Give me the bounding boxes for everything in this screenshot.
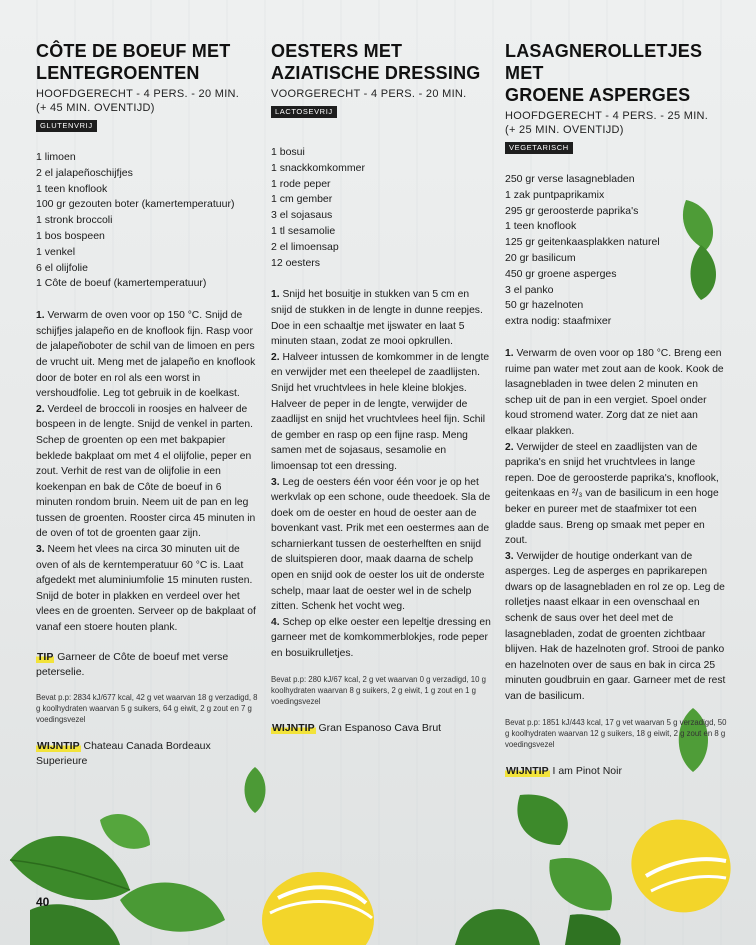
recipe-subtitle: HOOFDGERECHT - 4 PERS. - 25 MIN. (+ 25 MIN. OVENTIJD) bbox=[505, 110, 709, 136]
page-number: 40 bbox=[36, 895, 50, 909]
step: 2. Halveer intussen de komkommer in de lengte en verwijder met een theelepel de zaadlijsten. Snijd het vruchtvlees in hele kleine blokjes. Halveer de peper in de lengte, verwijder de zaadlijst en snijd het vruchtvlees heel fijn. Schil de gember en rasp op een fijne rasp. Meng samen met de sojasaus, sesamolie en limoensap tot een dressing. bbox=[271, 351, 490, 472]
step: 2. Verdeel de broccoli in roosjes en halveer de bospeen in de lengte. Snijd de venkel in parten. Schep de groenten op een met bakpapier beklede bakplaat om met 4 el olijfolie, peper en zout. Verhit de rest van de olijfolie in een koekenpan en bak de Côte de boeuf in 6 minuten rondom bruin. Neem uit de pan en leg tussen de groenten. Rooster circa 45 minuten in de oven of tot de groenten gaar zijn. bbox=[36, 403, 256, 540]
ingredient: 2 el jalapeñoschijfjes bbox=[36, 166, 133, 179]
ingredient: 20 gr basilicum bbox=[505, 251, 576, 264]
ingredient: 1 cm gember bbox=[271, 193, 333, 206]
step: 2. Verwijder de steel en zaadlijsten van de paprika's en snijd het vruchtvlees in lange repen. Doe de geroosterde paprika's, knoflook, geitenkaas en ²/₃ van de basilicum in een hoge beker en pureer met de staafmixer tot een gladde saus. Breng op smaak met peper en zout. bbox=[505, 441, 719, 547]
ingredient: 1 bosui bbox=[271, 146, 305, 158]
ingredient: 2 el limoensap bbox=[271, 240, 339, 253]
ingredient: 1 bos bospeen bbox=[36, 229, 105, 242]
basil-leaf-small-mid bbox=[238, 765, 272, 815]
diet-badge: GLUTENVRIJ bbox=[36, 120, 97, 132]
nutrition-info: Bevat p.p: 280 kJ/67 kcal, 2 g vet waarvan 0 g verzadigd, 10 g koolhydraten waarvan 8 g suikers, 2 g eiwit, 1 g zout en 1 g voedingsvezel bbox=[271, 674, 486, 706]
ingredient: 100 gr gezouten boter (kamertemperatuur) bbox=[36, 198, 235, 211]
yellow-egg-center bbox=[258, 868, 378, 945]
ingredient: 450 gr groene asperges bbox=[505, 267, 617, 280]
ingredient: 50 gr hazelnoten bbox=[505, 299, 584, 312]
nutrition-info: Bevat p.p: 2834 kJ/677 kcal, 42 g vet waarvan 18 g verzadigd, 8 g koolhydraten waarvan 5 g suikers, 64 g eiwit, 2 g zout en 7 g voedingsvezel bbox=[36, 692, 258, 724]
recipe-title: OESTERS MET AZIATISCHE DRESSING bbox=[271, 41, 481, 83]
ingredient: 250 gr verse lasagnebladen bbox=[505, 173, 635, 185]
tip: TIP Garneer de Côte de boeuf met verse peterselie. bbox=[36, 650, 229, 678]
ingredient: extra nodig: staafmixer bbox=[505, 315, 612, 328]
ingredient: 12 oesters bbox=[271, 256, 321, 269]
ingredient: 1 zak puntpaprikamix bbox=[505, 188, 605, 201]
recipe-column-3 bbox=[505, 40, 727, 779]
ingredient: 125 gr geitenkaasplakken naturel bbox=[505, 236, 660, 249]
ingredient: 295 gr geroosterde paprika's bbox=[505, 204, 639, 217]
ingredient: 1 rode peper bbox=[271, 177, 331, 190]
ingredient: 1 stronk broccoli bbox=[36, 214, 113, 227]
recipe-subtitle: VOORGERECHT - 4 PERS. - 20 MIN. bbox=[271, 88, 467, 100]
ingredient: 1 venkel bbox=[36, 245, 76, 258]
ingredient: 1 snackkomkommer bbox=[271, 161, 365, 174]
ingredient: 3 el sojasaus bbox=[271, 209, 333, 222]
ingredient: 1 Côte de boeuf (kamertemperatuur) bbox=[36, 277, 207, 290]
step: 1. Snijd het bosuitje in stukken van 5 cm en snijd de stukken in de lengte in dunne reepjes. Doe in een schaaltje met ijswater en laat 5 minuten staan, zodat ze mooi opkrullen. bbox=[271, 289, 483, 348]
wine-tip: WIJNTIP Chateau Canada Bordeaux Superieure bbox=[36, 739, 211, 767]
ingredient-list bbox=[36, 150, 258, 292]
step: 1. Verwarm de oven voor op 150 °C. Snijd de schijfjes jalapeño en de knoflook fijn. Rasp voor de jalapeñoboter de schil van de limoen en pers de vrucht uit. Meng met de jalapeño en knoflook door de boter en rol als een worst in vershoudfolie. Leg tot gebruik in de koelkast. bbox=[36, 310, 256, 400]
recipe-title: LASAGNEROLLETJES MET GROENE ASPERGES bbox=[505, 41, 703, 105]
method-steps bbox=[36, 308, 258, 635]
diet-badge: VEGETARISCH bbox=[505, 142, 573, 154]
ingredient: 1 teen knoflook bbox=[36, 182, 108, 195]
ingredient-list bbox=[505, 172, 727, 330]
step: 4. Schep op elke oester een lepeltje dressing en garneer met de komkommerblokjes, rode peper en bosuikrulletjes. bbox=[271, 616, 491, 660]
wine-tip: WIJNTIP I am Pinot Noir bbox=[506, 764, 622, 777]
basil-leaf-bottom-right bbox=[450, 790, 640, 945]
ingredient: 3 el panko bbox=[505, 283, 554, 296]
nutrition-info: Bevat p.p: 1851 kJ/443 kcal, 17 g vet waarvan 5 g verzadigd, 50 g koolhydraten waarvan 12 g suikers, 18 g eiwit, 2 g zout en 8 g voedingsvezel bbox=[505, 717, 727, 749]
step: 3. Neem het vlees na circa 30 minuten uit de oven of als de kerntemperatuur 60 °C is. Laat afgedekt met aluminiumfolie 15 minuten rusten. Snijd de boter in plakken en verdeel over het vlees en de groenten. Serveer op de bakplaat of vanaf een stoere houten plank. bbox=[36, 544, 256, 634]
ingredient: 1 limoen bbox=[36, 151, 76, 163]
method-steps bbox=[505, 346, 727, 705]
ingredient: 6 el olijfolie bbox=[36, 261, 88, 274]
yellow-egg-right bbox=[626, 816, 736, 916]
recipe-title: CÔTE DE BOEUF MET LENTEGROENTEN bbox=[36, 41, 231, 83]
ingredient-list bbox=[271, 145, 493, 271]
recipe-subtitle: HOOFDGERECHT - 4 PERS. - 20 MIN. (+ 45 MIN. OVENTIJD) bbox=[36, 88, 240, 114]
ingredient: 1 teen knoflook bbox=[505, 220, 577, 233]
recipe-column-2 bbox=[271, 40, 493, 736]
diet-badge: LACTOSEVRIJ bbox=[271, 106, 337, 118]
step: 1. Verwarm de oven voor op 180 °C. Breng een ruime pan water met zout aan de kook. Kook de lasagnebladen in twee delen 2 minuten en schep uit de pan in een vergiet. Spoel onder koud stromend water. Zorg dat ze niet aan elkaar plakken. bbox=[505, 347, 724, 437]
ingredient: 1 tl sesamolie bbox=[271, 224, 336, 237]
method-steps bbox=[271, 287, 493, 661]
recipe-column-1 bbox=[36, 40, 258, 769]
step: 3. Verwijder de houtige onderkant van de asperges. Leg de asperges en paprikarepen dwars op de lasagnebladen en rol ze op. Leg de rolletjes naast elkaar in een ovenschaal en schenk de saus over het deel met de lasagnebladen, zodat de groenten zichtbaar blijven. Hak de hazelnoten grof. Strooi de panko en hazelnoten over de saus en bak in circa 25 minuten goudbruin en gaar. Garneer met de rest van de basilicum. bbox=[505, 550, 726, 703]
step: 3. Leg de oesters één voor één voor je op het werkvlak op een schone, oude theedoek. Sla de doek om de oester en houd de oester aan de bovenkant vast. Prik met een oestermes aan de scharnierkant tussen de oesterhelften en snijd de sluitspieren door, maak daarna de schelp open en snijd ook de oester los uit de onderste schelp, maar laat de oester wel in de schelp zitten. Schenk het vocht weg. bbox=[271, 476, 491, 613]
basil-leaf-bottom-left bbox=[0, 800, 240, 945]
wine-tip: WIJNTIP Gran Espanoso Cava Brut bbox=[272, 721, 442, 734]
